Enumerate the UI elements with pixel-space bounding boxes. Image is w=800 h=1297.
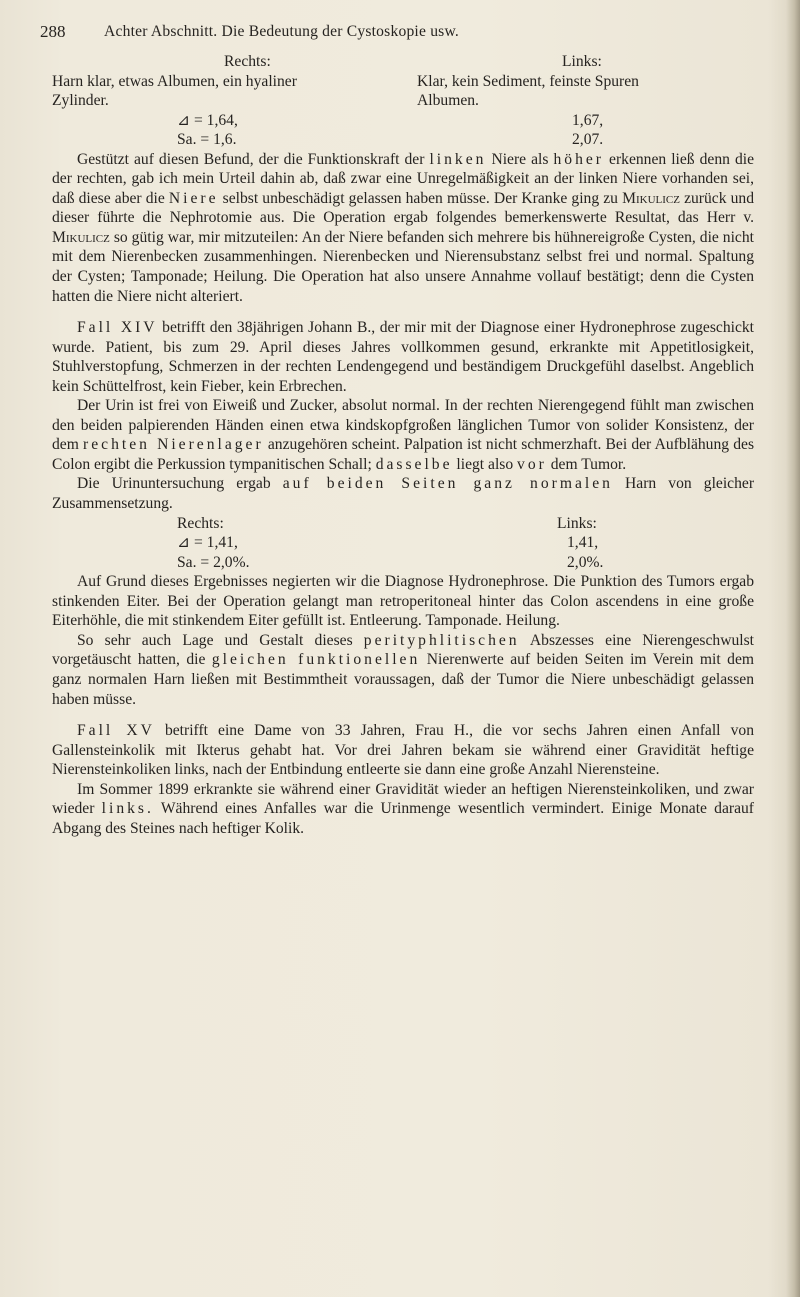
- findings-2-labels: [52, 514, 754, 534]
- findings-1-labels: [52, 52, 754, 72]
- sa-left-value: 2,07.: [572, 131, 604, 149]
- findings-2-sa: [52, 553, 754, 573]
- findings-1-row-2: [52, 91, 754, 111]
- delta-left-value: 1,67,: [572, 111, 604, 129]
- findings-1-delta: [52, 111, 754, 131]
- links-label-2: Links:: [557, 514, 597, 532]
- paragraph-diagnosis: Auf Grund dieses Ergebnisses negierten wir die Diagnose Hydronephrose. Die Punktion des Tumors ergab stinkenden Eiter. Bei der Operation gelangt man retroperitoneal hinter das Colon ascendens in eine große Eiterhöhle, die mit stinkendem Eiter gefüllt ist. Entleerung. Tamponade. Heilung.: [52, 573, 754, 630]
- finding-right-kidney: Harn klar, etwas Albumen, ein hyaliner: [52, 72, 297, 90]
- paragraph-case-15-cont: Im Sommer 1899 erkrankte sie während einer Gravidität wieder an heftigen Nierensteinkoliken, und zwar wieder links. Während eines Anfalles war die Urinmenge wesentlich vermindert. Einige Monate darauf Abgang des Steines nach heftiger Kolik.: [52, 780, 754, 837]
- delta-right-value: ⊿ = 1,64,: [177, 111, 238, 129]
- page-number: 288: [40, 22, 66, 41]
- paragraph-urine-result: Die Urinuntersuchung ergab auf beiden Seiten ganz normalen Harn von gleicher Zusammensetzung.: [52, 475, 755, 513]
- links-label: Links:: [562, 53, 602, 70]
- paragraph-case-15: Fall XV betrifft eine Dame von 33 Jahren, Frau H., die vor sechs Jahren einen Anfall von Gallensteinkolik mit Ikterus gehabt hat. Vor drei Jahren bekam sie während einer Gravidität heftige Nierensteinkoliken links, nach der Entbindung entleerte sie dann eine große Anzahl Nierensteine.: [52, 722, 754, 779]
- paragraph-conclusion: So sehr auch Lage und Gestalt dieses perityphlitischen Abszesses eine Nierengeschwulst vorgetäuscht hatten, die gleichen funktionellen Nierenwerte auf beiden Seiten im Verein mit dem ganz normalen Harn ließen mit Bestimmtheit voraussagen, daß der Tumor die Niere unbeschädigt gelassen haben müsse.: [52, 631, 755, 708]
- findings-1-row-1: [52, 72, 754, 92]
- delta-right-value-2: ⊿ = 1,41,: [177, 534, 238, 552]
- findings-2-delta: [52, 533, 754, 553]
- running-head: Achter Abschnitt. Die Bedeutung der Cystoskopie usw.: [104, 23, 459, 40]
- rechts-label: Rechts:: [224, 53, 271, 70]
- findings-1-sa: [52, 130, 754, 150]
- finding-left-kidney-cont: Albumen.: [417, 92, 479, 110]
- page-body: [52, 52, 754, 838]
- paragraph-urine-exam: Der Urin ist frei von Eiweiß und Zucker, absolut normal. In der rechten Nierengegend fühlt man zwischen den beiden palpierenden Händen einen etwa kindskopfgroßen länglichen Tumor von solider Konsistenz, der dem rechten Nierenlager anzugehören scheint. Palpation ist nicht schmerzhaft. Bei der Aufblähung des Colon ergibt die Perkussion tympanitischen Schall; dasselbe liegt also vor dem Tumor.: [52, 397, 755, 473]
- page-header: [40, 22, 760, 44]
- sa-right-value: Sa. = 1,6.: [177, 131, 237, 149]
- delta-left-value-2: 1,41,: [567, 534, 599, 552]
- finding-right-kidney-cont: Zylinder.: [52, 92, 109, 110]
- page-edge-shadow: [786, 0, 800, 1297]
- finding-left-kidney: Klar, kein Sediment, feinste Spuren: [417, 72, 639, 90]
- paragraph-case-14: Fall XIV betrifft den 38jährigen Johann B., der mir mit der Diagnose einer Hydronephrose zugeschickt wurde. Patient, bis zum 29. April dieses Jahres vollkommen gesund, erkrankte mit Appetitlosigkeit, Stuhlverstopfung, Schmerzen in der rechten Lendengegend und beständigem Druckgefühl daselbst. Angeblich kein Schüttelfrost, kein Fieber, kein Erbrechen.: [52, 319, 754, 395]
- rechts-label-2: Rechts:: [177, 514, 224, 532]
- paragraph-1: Gestützt auf diesen Befund, der die Funktionskraft der linken Niere als höher erkennen ließ denn die der rechten, gab ich mein Urteil dahin ab, daß zwar eine Unregelmäßigkeit an der linken Niere vorhanden sei, daß diese aber die Niere selbst unbeschädigt gelassen haben müsse. Der Kranke ging zu Mikulicz zurück und dieser führte die Nephrotomie aus. Die Operation ergab folgendes bemerkenswerte Resultat, das Herr v. Mikulicz so gütig war, mir mitzuteilen: An der Niere befanden sich mehrere bis hühnereigroße Cysten, die nicht mit dem Nierenbecken zusammenhingen. Nierenbecken und Nierensubstanz selbst frei und normal. Spaltung der Cysten; Tamponade; Heilung. Die Operation hat also unsere Annahme vollauf bestätigt; denn die Cysten hatten die Niere nicht alteriert.: [52, 150, 755, 305]
- sa-right-value-2: Sa. = 2,0%.: [177, 553, 250, 571]
- sa-left-value-2: 2,0%.: [567, 553, 604, 571]
